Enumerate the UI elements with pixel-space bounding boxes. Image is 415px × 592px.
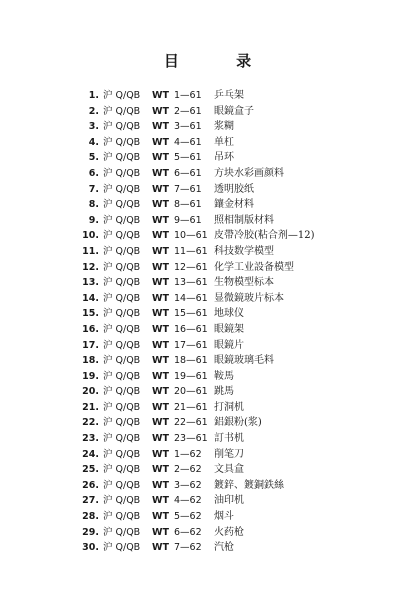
entry-title: 显微鏡玻片标本 [214, 292, 284, 304]
entry-number: 30. [82, 542, 99, 554]
standard-series: WT [152, 214, 169, 226]
standard-prefix: 沪 Q/QB [103, 90, 141, 101]
entry-number: 4. [88, 136, 99, 148]
standard-prefix: 沪 Q/QB [103, 339, 141, 351]
toc-entry [0, 182, 415, 198]
standard-code: 21—61 [174, 401, 208, 413]
standard-prefix: 沪 Q/QB [103, 230, 141, 242]
page-title: 目 录 [163, 52, 278, 70]
standard-prefix: 沪 Q/QB [103, 105, 141, 117]
standard-code: 11—61 [174, 245, 208, 257]
standard-code: 7—62 [174, 542, 202, 554]
toc-entry [0, 228, 415, 244]
entry-title: 单杠 [214, 136, 234, 148]
toc-entry [0, 540, 415, 556]
standard-series: WT [152, 90, 169, 101]
entry-number: 7. [88, 183, 99, 195]
toc-entry [0, 322, 415, 338]
toc-entry [0, 400, 415, 416]
standard-series: WT [152, 526, 169, 538]
entry-title: 油印机 [214, 495, 244, 507]
standard-prefix: 沪 Q/QB [103, 308, 141, 320]
entry-number: 1. [88, 90, 99, 101]
standard-code: 23—61 [174, 433, 208, 445]
entry-number: 13. [82, 277, 99, 289]
standard-series: WT [152, 464, 169, 476]
entry-number: 19. [82, 370, 99, 382]
entry-title: 吊环 [214, 152, 234, 164]
entry-title: 打洞机 [214, 401, 244, 413]
standard-prefix: 沪 Q/QB [103, 542, 141, 554]
toc-entry [0, 197, 415, 213]
entry-title: 鞍馬 [214, 370, 234, 382]
entry-number: 12. [82, 261, 99, 273]
entry-number: 3. [88, 121, 99, 133]
standard-code: 3—61 [174, 121, 202, 133]
entry-title: 眼鏡架 [214, 323, 244, 335]
toc-entry [0, 338, 415, 354]
toc-entry [0, 384, 415, 400]
standard-code: 8—61 [174, 199, 202, 211]
entry-title: 乒乓架 [214, 90, 244, 101]
standard-code: 2—61 [174, 105, 202, 117]
entry-number: 11. [82, 245, 99, 257]
entry-title: 透明胶纸 [214, 183, 254, 195]
standard-series: WT [152, 401, 169, 413]
entry-title: 化学工业設备模型 [214, 261, 294, 273]
entry-title: 汽枪 [214, 542, 234, 554]
entry-title: 地球仪 [214, 308, 244, 320]
standard-prefix: 沪 Q/QB [103, 448, 141, 460]
toc-entry [0, 88, 415, 104]
entry-number: 6. [88, 167, 99, 179]
standard-series: WT [152, 417, 169, 429]
standard-prefix: 沪 Q/QB [103, 401, 141, 413]
standard-series: WT [152, 323, 169, 335]
standard-prefix: 沪 Q/QB [103, 167, 141, 179]
entry-title: 皮帶冷胶(粘合剂—12) [214, 230, 315, 242]
standard-code: 17—61 [174, 339, 208, 351]
standard-code: 16—61 [174, 323, 208, 335]
standard-prefix: 沪 Q/QB [103, 370, 141, 382]
standard-prefix: 沪 Q/QB [103, 245, 141, 257]
entry-title: 火药枪 [214, 526, 244, 538]
standard-code: 18—61 [174, 355, 208, 367]
standard-series: WT [152, 339, 169, 351]
standard-prefix: 沪 Q/QB [103, 511, 141, 523]
entry-title: 削笔刀 [214, 448, 244, 460]
toc-entry [0, 447, 415, 463]
standard-code: 4—61 [174, 136, 202, 148]
standard-prefix: 沪 Q/QB [103, 292, 141, 304]
entry-title: 方块水彩画颜料 [214, 167, 284, 179]
standard-series: WT [152, 370, 169, 382]
standard-series: WT [152, 495, 169, 507]
toc-entry [0, 353, 415, 369]
standard-series: WT [152, 245, 169, 257]
entry-title: 生物模型标本 [214, 277, 274, 289]
entry-title: 烟斗 [214, 511, 234, 523]
toc-entry [0, 166, 415, 182]
standard-prefix: 沪 Q/QB [103, 479, 141, 491]
standard-code: 22—61 [174, 417, 208, 429]
standard-prefix: 沪 Q/QB [103, 152, 141, 164]
entry-number: 24. [82, 448, 99, 460]
standard-prefix: 沪 Q/QB [103, 464, 141, 476]
standard-prefix: 沪 Q/QB [103, 433, 141, 445]
standard-prefix: 沪 Q/QB [103, 323, 141, 335]
standard-code: 2—62 [174, 464, 202, 476]
standard-series: WT [152, 277, 169, 289]
standard-code: 9—61 [174, 214, 202, 226]
entry-number: 17. [82, 339, 99, 351]
entry-title: 浆糊 [214, 121, 234, 133]
toc-entry [0, 213, 415, 229]
toc-entry [0, 462, 415, 478]
entry-number: 10. [82, 230, 99, 242]
standard-series: WT [152, 355, 169, 367]
toc-entry [0, 104, 415, 120]
entry-number: 5. [88, 152, 99, 164]
entry-title: 跳馬 [214, 386, 234, 398]
standard-series: WT [152, 511, 169, 523]
toc-entry [0, 478, 415, 494]
entry-title: 鑲金材料 [214, 199, 254, 211]
standard-prefix: 沪 Q/QB [103, 355, 141, 367]
standard-series: WT [152, 292, 169, 304]
entry-title: 眼鏡片 [214, 339, 244, 351]
entry-number: 22. [82, 417, 99, 429]
standard-code: 10—61 [174, 230, 208, 242]
toc-entry [0, 509, 415, 525]
toc-entry [0, 119, 415, 135]
standard-series: WT [152, 386, 169, 398]
entry-title: 照相制版材料 [214, 214, 274, 226]
standard-code: 6—61 [174, 167, 202, 179]
standard-code: 5—61 [174, 152, 202, 164]
toc-entry [0, 150, 415, 166]
entry-number: 29. [82, 526, 99, 538]
standard-series: WT [152, 230, 169, 242]
entry-number: 14. [82, 292, 99, 304]
entry-number: 16. [82, 323, 99, 335]
standard-series: WT [152, 433, 169, 445]
standard-prefix: 沪 Q/QB [103, 214, 141, 226]
entry-title: 鍍鋅、鍍銅鉄絲 [214, 479, 284, 491]
entry-number: 18. [82, 355, 99, 367]
toc-entry [0, 135, 415, 151]
toc-entry [0, 431, 415, 447]
standard-prefix: 沪 Q/QB [103, 386, 141, 398]
table-of-contents [0, 88, 415, 556]
entry-number: 20. [82, 386, 99, 398]
entry-title: 鋁銀粉(浆) [214, 417, 262, 429]
standard-series: WT [152, 136, 169, 148]
entry-number: 8. [88, 199, 99, 211]
standard-series: WT [152, 121, 169, 133]
entry-title: 眼鏡玻璃毛料 [214, 355, 274, 367]
toc-entry [0, 291, 415, 307]
entry-number: 25. [82, 464, 99, 476]
standard-code: 19—61 [174, 370, 208, 382]
standard-code: 1—61 [174, 90, 202, 101]
standard-series: WT [152, 167, 169, 179]
toc-entry [0, 493, 415, 509]
standard-series: WT [152, 183, 169, 195]
entry-number: 27. [82, 495, 99, 507]
standard-series: WT [152, 261, 169, 273]
standard-series: WT [152, 448, 169, 460]
entry-number: 9. [88, 214, 99, 226]
toc-entry [0, 244, 415, 260]
standard-code: 3—62 [174, 479, 202, 491]
standard-code: 15—61 [174, 308, 208, 320]
standard-code: 6—62 [174, 526, 202, 538]
entry-title: 訂书机 [214, 433, 244, 445]
entry-title: 文具盒 [214, 464, 244, 476]
standard-series: WT [152, 308, 169, 320]
entry-number: 15. [82, 308, 99, 320]
standard-code: 20—61 [174, 386, 208, 398]
standard-prefix: 沪 Q/QB [103, 417, 141, 429]
entry-number: 2. [88, 105, 99, 117]
standard-code: 14—61 [174, 292, 208, 304]
standard-prefix: 沪 Q/QB [103, 199, 141, 211]
entry-number: 21. [82, 401, 99, 413]
standard-prefix: 沪 Q/QB [103, 495, 141, 507]
standard-code: 13—61 [174, 277, 208, 289]
entry-number: 28. [82, 511, 99, 523]
standard-code: 5—62 [174, 511, 202, 523]
standard-series: WT [152, 105, 169, 117]
standard-code: 7—61 [174, 183, 202, 195]
toc-entry [0, 306, 415, 322]
standard-prefix: 沪 Q/QB [103, 183, 141, 195]
entry-title: 科技数学模型 [214, 245, 274, 257]
toc-entry [0, 525, 415, 541]
standard-series: WT [152, 479, 169, 491]
standard-code: 1—62 [174, 448, 202, 460]
standard-series: WT [152, 199, 169, 211]
entry-number: 23. [82, 433, 99, 445]
toc-entry [0, 275, 415, 291]
standard-prefix: 沪 Q/QB [103, 136, 141, 148]
standard-prefix: 沪 Q/QB [103, 277, 141, 289]
standard-prefix: 沪 Q/QB [103, 261, 141, 273]
entry-number: 26. [82, 479, 99, 491]
standard-prefix: 沪 Q/QB [103, 526, 141, 538]
toc-entry [0, 369, 415, 385]
standard-code: 4—62 [174, 495, 202, 507]
toc-entry [0, 415, 415, 431]
standard-code: 12—61 [174, 261, 208, 273]
standard-series: WT [152, 542, 169, 554]
standard-series: WT [152, 152, 169, 164]
toc-entry [0, 260, 415, 276]
standard-prefix: 沪 Q/QB [103, 121, 141, 133]
entry-title: 眼鏡盒子 [214, 105, 254, 117]
